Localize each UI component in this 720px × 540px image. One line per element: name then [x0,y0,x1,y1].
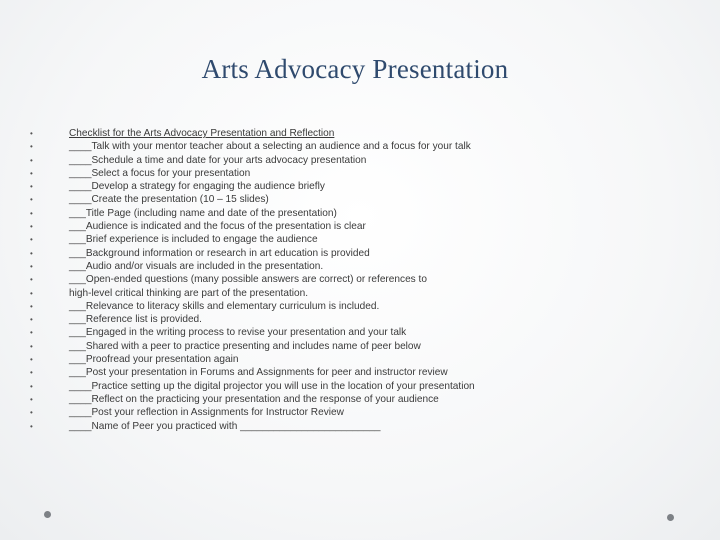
bullet-icon: • [30,168,33,178]
checklist-item [30,273,630,286]
checklist-item [30,406,630,419]
bullet-icon: • [30,129,33,138]
checklist-item-text: ___Relevance to literacy skills and elementary curriculum is included. [69,300,380,312]
bullet-icon: • [30,261,33,271]
checklist-item [30,287,630,300]
bullet-icon: • [30,275,33,285]
checklist-item-text: ___Proofread your presentation again [69,354,239,366]
checklist-item-text: ___Audio and/or visuals are included in the presentation. [69,260,324,272]
checklist-item-text: ___Audience is indicated and the focus of the presentation is clear [69,221,366,233]
checklist-item [30,180,630,193]
checklist-item [30,326,630,339]
checklist-item-text: ___Post your presentation in Forums and Assignments for peer and instructor review [69,367,448,379]
bullet-icon: • [30,355,33,365]
checklist-item [30,233,630,246]
bullet-icon: • [30,222,33,232]
bullet-icon: • [30,301,33,311]
checklist-item-text: high-level critical thinking are part of the presentation. [69,287,309,299]
checklist-item-text: ____Post your reflection in Assignments for Instructor Review [69,407,344,419]
checklist-item-text: ___Title Page (including name and date of the presentation) [69,207,337,219]
checklist-item [30,167,630,180]
checklist-item [30,260,630,273]
checklist-item [30,340,630,353]
bullet-icon: • [30,208,33,218]
checklist-item-text: ___Open-ended questions (many possible answers are correct) or references to [69,274,427,286]
checklist-item [30,420,630,433]
checklist [30,127,630,433]
bullet-icon: • [30,155,33,165]
checklist-item [30,127,630,140]
slide-title: Arts Advocacy Presentation [201,54,509,84]
checklist-item [30,300,630,313]
checklist-item-text: ___Brief experience is included to engage the audience [69,234,318,246]
checklist-item [30,380,630,393]
decorative-dot-right [667,514,674,521]
checklist-item-text: ____Create the presentation (10 – 15 slides) [69,194,269,206]
bullet-icon: • [30,288,33,298]
checklist-item-text: ___Reference list is provided. [69,314,202,326]
decorative-dot-left [44,511,51,518]
checklist-item [30,207,630,220]
checklist-item-text: ____Select a focus for your presentation [69,167,251,179]
checklist-item-text: ___Background information or research in art education is provided [69,247,370,259]
bullet-icon: • [30,195,33,205]
checklist-item-text: ____Name of Peer you practiced with _________________________ [69,420,381,432]
checklist-item [30,247,630,260]
checklist-item [30,353,630,366]
checklist-item [30,140,630,153]
checklist-item [30,154,630,167]
checklist-item-text: ____Reflect on the practicing your presentation and the response of your audience [69,393,439,405]
bullet-icon: • [30,421,33,431]
checklist-item [30,393,630,406]
checklist-item-text: ____Practice setting up the digital projector you will use in the location of your presentation [69,380,475,392]
bullet-icon: • [30,248,33,258]
checklist-item [30,366,630,379]
bullet-icon: • [30,381,33,391]
bullet-icon: • [30,368,33,378]
checklist-item-text: ____Develop a strategy for engaging the audience briefly [69,181,325,193]
checklist-item-text: ____Schedule a time and date for your arts advocacy presentation [69,154,367,166]
checklist-item-text: ____Talk with your mentor teacher about a selecting an audience and a focus for your talk [69,141,471,153]
bullet-icon: • [30,182,33,192]
bullet-icon: • [30,408,33,418]
checklist-item-text: ___Engaged in the writing process to revise your presentation and your talk [69,327,407,339]
checklist-item-text: ___Shared with a peer to practice presenting and includes name of peer below [69,340,421,352]
bullet-icon: • [30,341,33,351]
bullet-icon: • [30,315,33,325]
bullet-icon: • [30,328,33,338]
checklist-item [30,193,630,206]
checklist-item [30,220,630,233]
bullet-icon: • [30,235,33,245]
checklist-item [30,313,630,326]
bullet-icon: • [30,142,33,152]
bullet-icon: • [30,394,33,404]
checklist-item-text: Checklist for the Arts Advocacy Presentation and Reflection [69,128,335,139]
